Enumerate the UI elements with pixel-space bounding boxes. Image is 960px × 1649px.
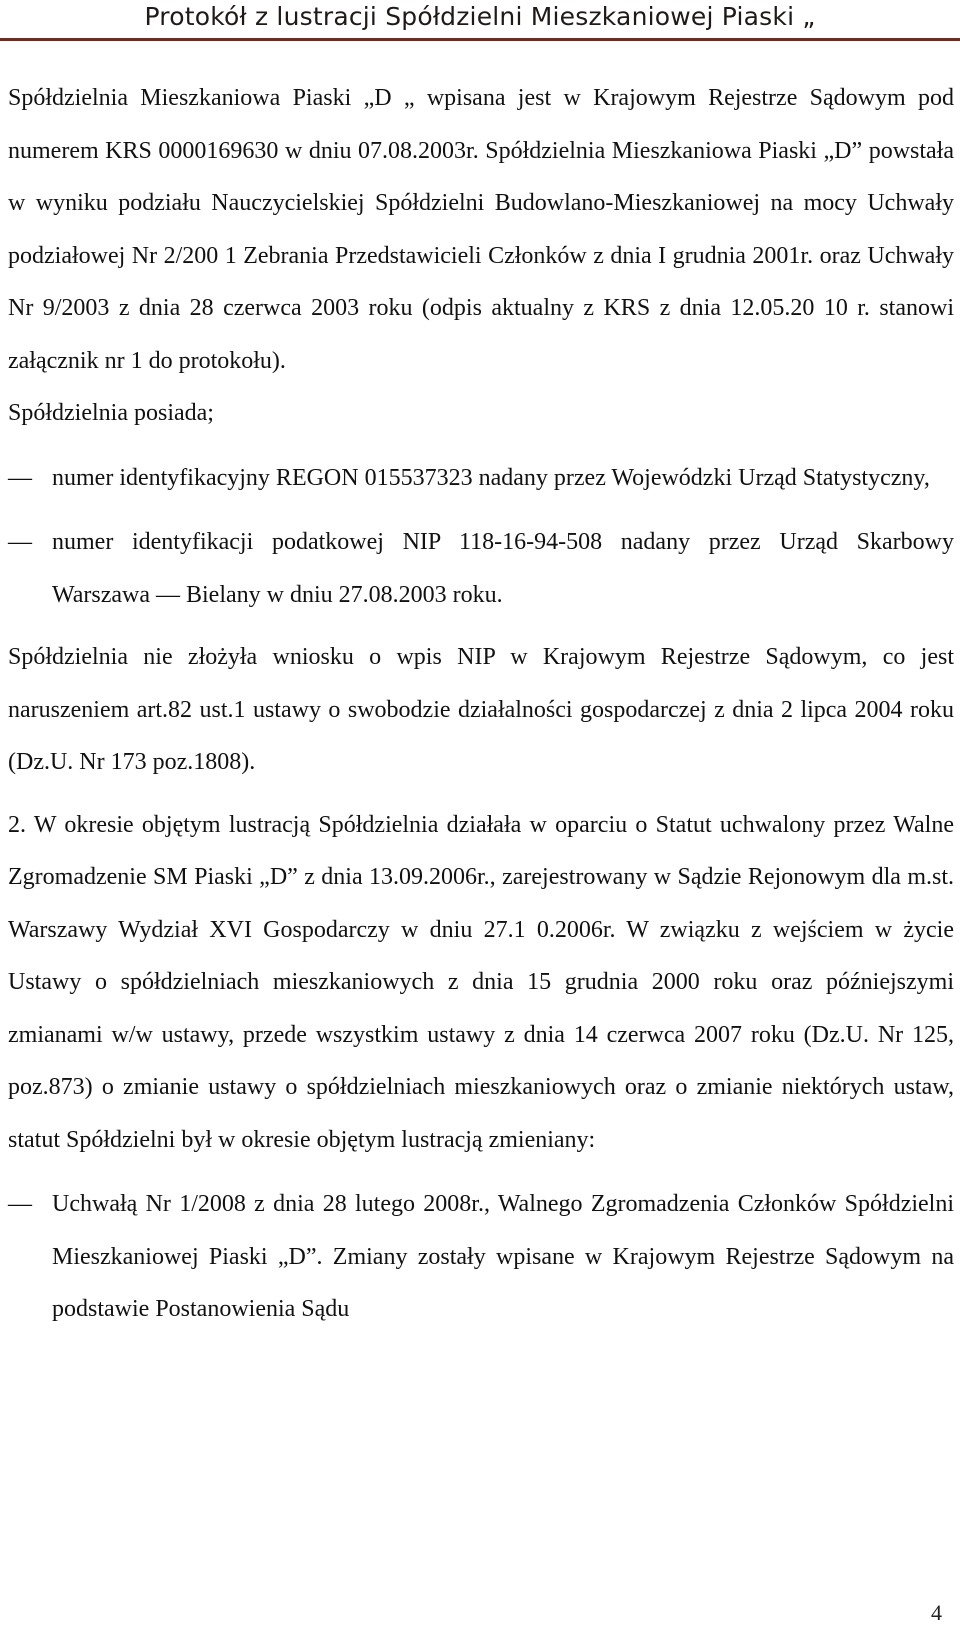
bullet-regon [8, 452, 954, 505]
bullet-dash: — [8, 529, 32, 555]
bullet-nip-text: numer identyfikacji podatkowej NIP 118-16-94-508 nadany przez Urząd Skarbowy Warszawa — Bielany w dniu 27.08.2003 roku. [52, 529, 954, 608]
page-number: 4 [931, 1600, 942, 1625]
bullet-regon-text: numer identyfikacyjny REGON 015537323 nadany przez Wojewódzki Urząd Statystyczny, [52, 464, 930, 491]
paragraph-nip-violation: Spółdzielnia nie złożyła wniosku o wpis NIP w Krajowym Rejestrze Sądowym, co jest naruszeniem art.82 ust.1 ustawy o swobodzie działalności gospodarczej z dnia 2 lipca 2004 roku (Dz.U. Nr 173 poz.1808). [8, 644, 954, 775]
paragraph-registration: Spółdzielnia Mieszkaniowa Piaski „D „ wpisana jest w Krajowym Rejestrze Sądowym pod numerem KRS 0000169630 w dniu 07.08.2003r. Spółdzielnia Mieszkaniowa Piaski „D” powstała w wyniku podziału Nauczycielskiej Spółdzielni Budowlano-Mieszkaniowej na mocy Uchwały podziałowej Nr 2/200 1 Zebrania Przedstawicieli Członków z dnia I grudnia 2001r. oraz Uchwały Nr 9/2003 z dnia 28 czerwca 2003 roku (odpis aktualny z KRS z dnia 12.05.20 10 r. stanowi załącznik nr 1 do protokołu). [8, 85, 954, 374]
header-rule [0, 38, 960, 41]
document-body [8, 72, 954, 1336]
bullet-dash: — [8, 464, 32, 491]
page-header [0, 0, 960, 52]
paragraph-statute: 2. W okresie objętym lustracją Spółdzielnia działała w oparciu o Statut uchwalony przez Walne Zgromadzenie SM Piaski „D” z dnia 13.09.2006r., zarejestrowany w Sądzie Rejonowym dla m.st. Warszawy Wydział XVI Gospodarczy w dniu 27.1 0.2006r. W związku z wejściem w życie Ustawy o spółdzielniach mieszkaniowych z dnia 15 grudnia 2000 roku oraz późniejszymi zmianami w/w ustawy, przede wszystkim ustawy z dnia 14 czerwca 2007 roku (Dz.U. Nr 125, poz.873) o zmianie ustawy o spółdzielniach mieszkaniowych oraz o zmianie niektórych ustaw, statut Spółdzielni był w okresie objętym lustracją zmieniany: [8, 811, 954, 1153]
bullet-nip [8, 516, 954, 621]
bullet-resolution-text: Uchwałą Nr 1/2008 z dnia 28 lutego 2008r., Walnego Zgromadzenia Członków Spółdzielni Mieszkaniowej Piaski „D”. Zmiany zostały wpisane w Krajowym Rejestrze Sądowym na podstawie Postanowienia Sądu [52, 1191, 954, 1322]
header-title: Protokół z lustracji Spółdzielni Mieszkaniowej Piaski „ [144, 2, 816, 31]
paragraph-cooperative-has: Spółdzielnia posiada; [8, 400, 214, 426]
bullet-resolution [8, 1178, 954, 1336]
bullet-dash: — [8, 1191, 32, 1217]
